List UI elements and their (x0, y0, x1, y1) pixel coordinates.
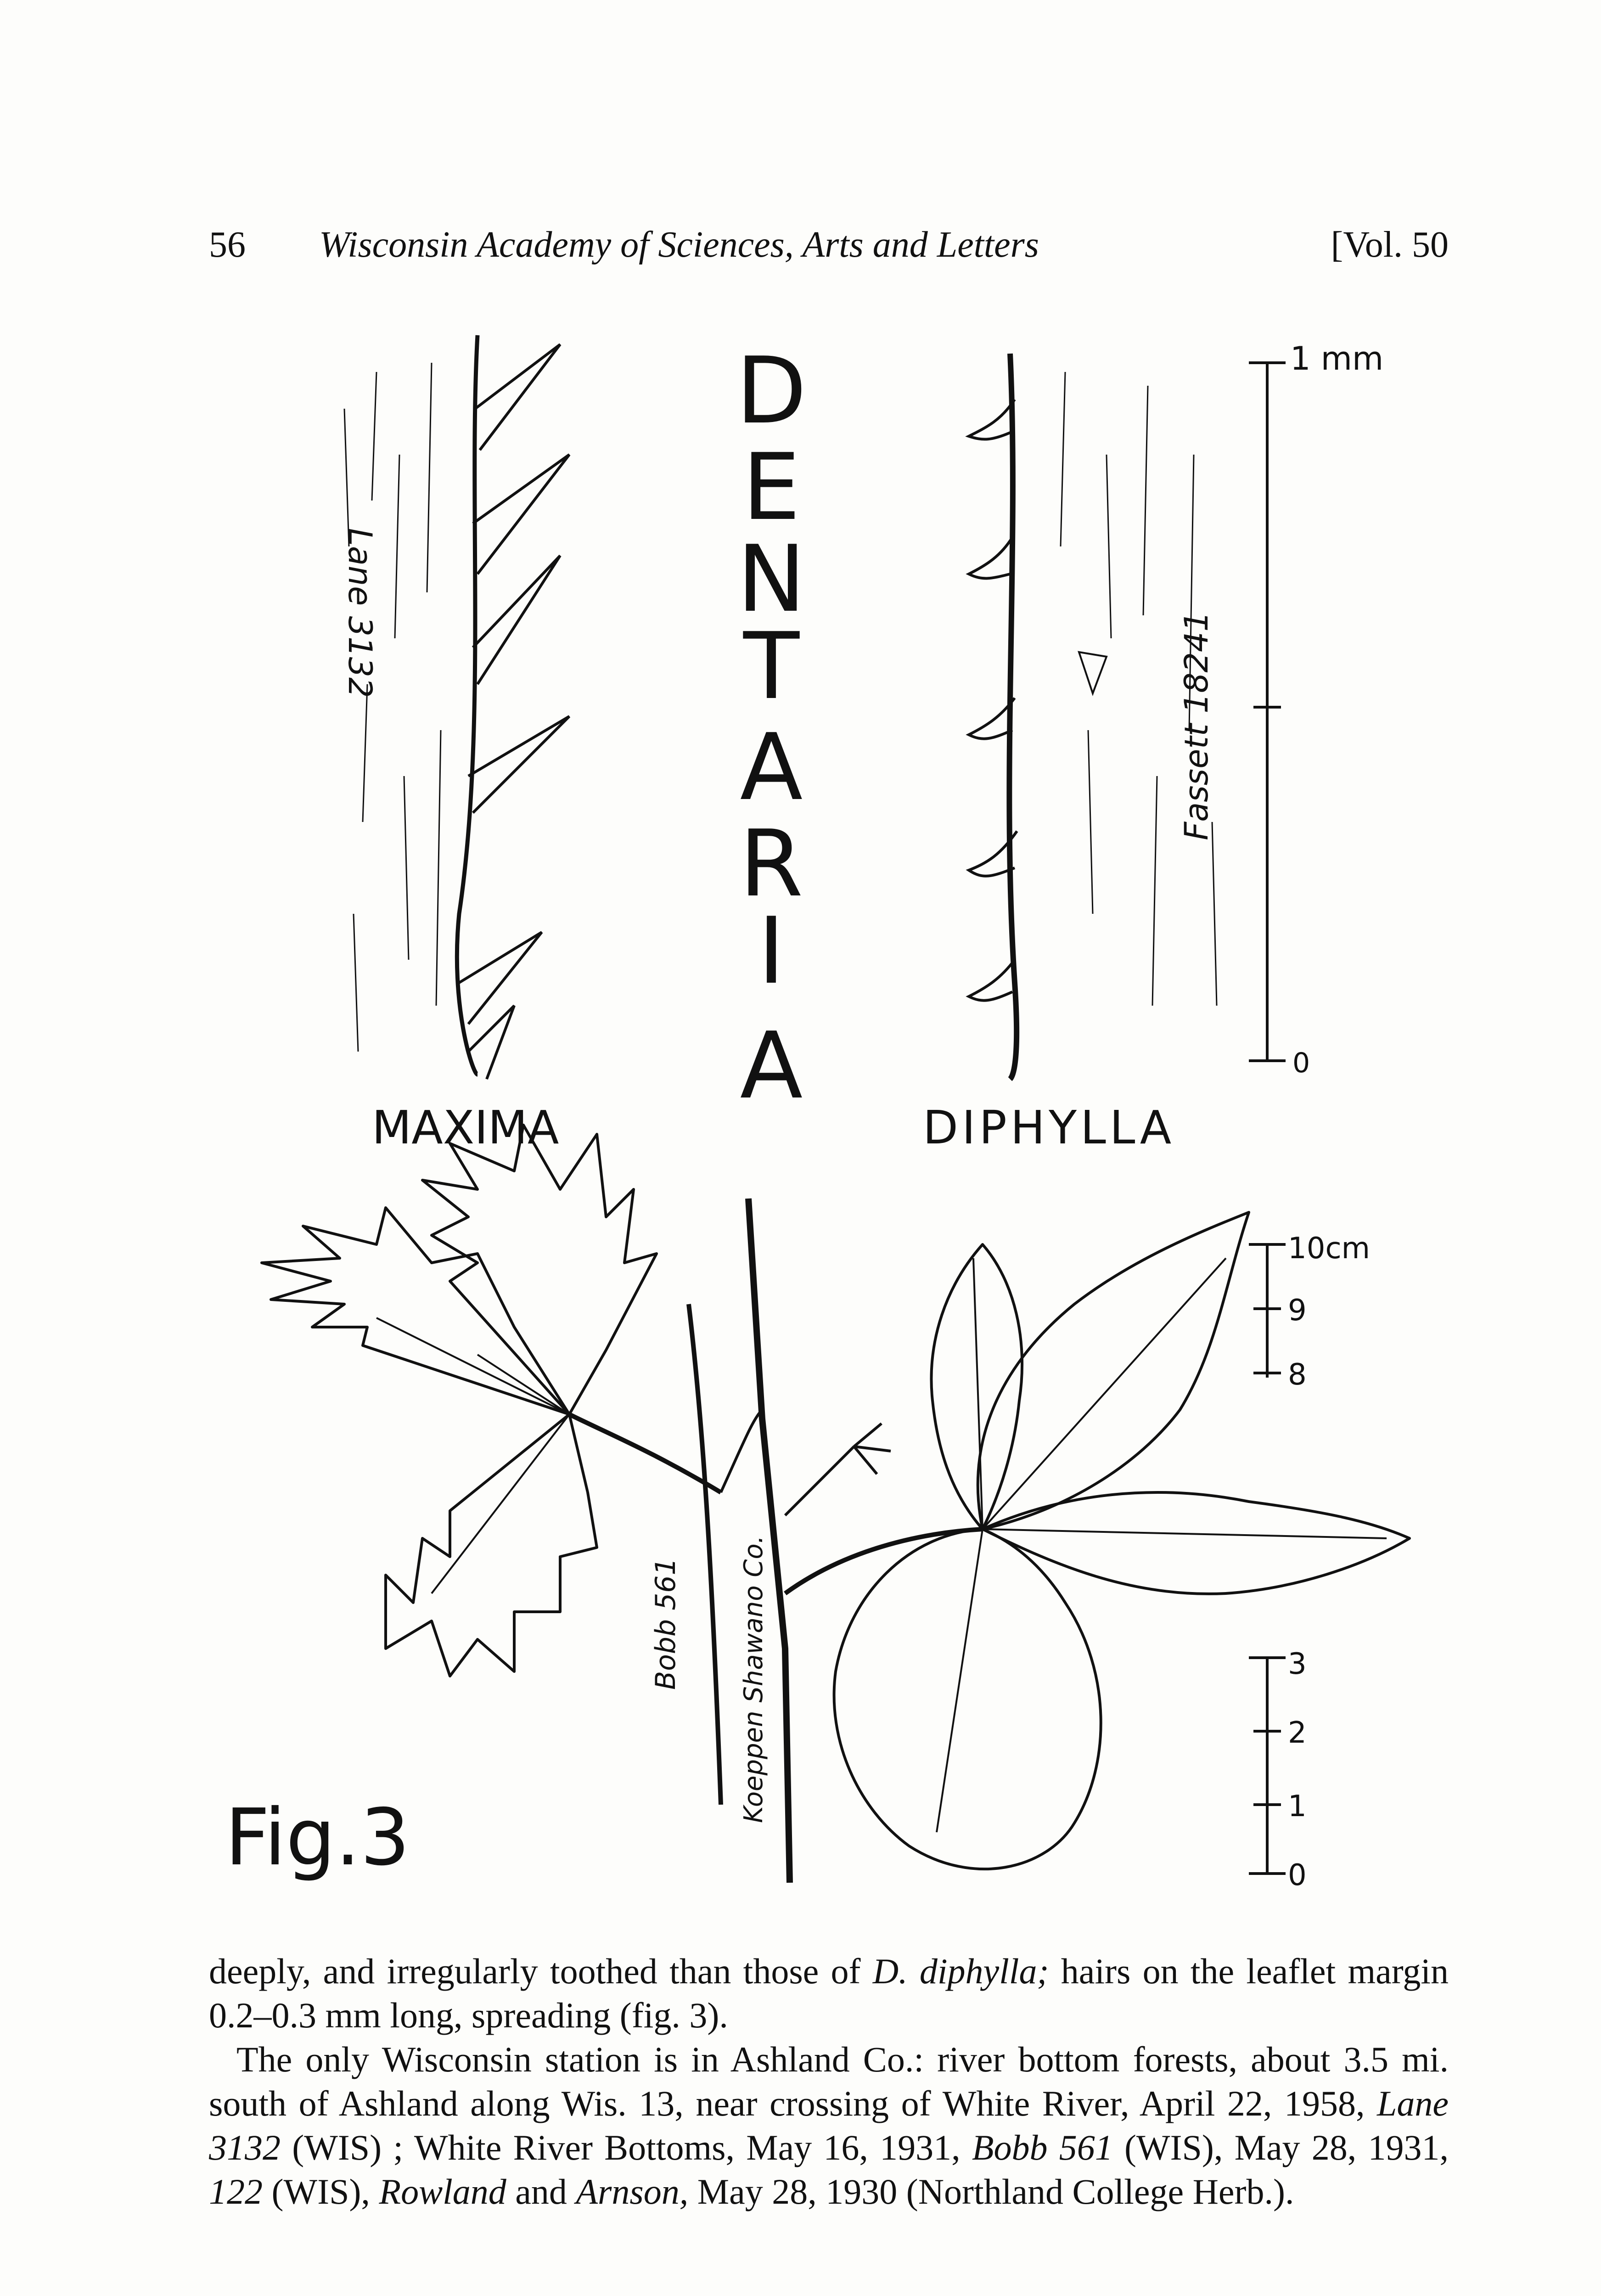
volume-label: [Vol. 50 (1331, 225, 1449, 265)
cm-scale-bar (1249, 1244, 1286, 1874)
paragraph-1 (209, 1949, 1449, 2037)
mm-scale-bar (1249, 363, 1286, 1061)
species-label-diphylla: DIPHYLLA (923, 1101, 1175, 1154)
genus-letter-a2: A (740, 1013, 803, 1120)
cm-scale-9: 9 (1288, 1294, 1307, 1328)
cm-scale-10: 10cm (1288, 1232, 1370, 1266)
specimen-right-top: Fassett 18241 (1178, 611, 1215, 840)
maxima-margin-drawing (344, 335, 569, 1079)
p2-text-g: (WIS), (263, 2172, 379, 2212)
genus-letter-e: E (742, 434, 801, 541)
running-header (209, 224, 1449, 275)
p2-text-e: (WIS), May 28, 1931, (1112, 2127, 1449, 2167)
p2-specimen-122: 122 (209, 2172, 263, 2212)
specimen-left-top: Lane 3132 (341, 528, 379, 698)
genus-letter-r: R (739, 810, 803, 917)
cm-scale-2: 2 (1288, 1716, 1307, 1750)
mm-scale-top: 1 mm (1290, 340, 1384, 377)
p2-specimen-bobb: Bobb 561 (972, 2127, 1113, 2167)
p2-text-k: May 28, 1930 (Northland College Herb.). (688, 2172, 1294, 2212)
species-label-maxima: MAXIMA (372, 1101, 559, 1154)
genus-letter-t: T (743, 613, 800, 720)
figure-label: Fig.3 (225, 1792, 410, 1883)
cm-scale-1: 1 (1288, 1790, 1307, 1823)
p2-text-c: (WIS) ; White River Bottoms, May 16, 1931, (281, 2127, 972, 2167)
figure-drawing (193, 317, 1478, 1910)
p2-collector-rowland: Rowland (379, 2172, 506, 2212)
plant-drawing (262, 1125, 1410, 1883)
cm-scale-8: 8 (1288, 1358, 1307, 1392)
figure-3 (193, 317, 1478, 1910)
p1-text-a: deeply, and irregularly toothed than those of (209, 1951, 873, 1991)
genus-letter-i: I (758, 898, 785, 1005)
p2-text-i: and (506, 2172, 576, 2212)
genus-letter-n: N (737, 526, 806, 633)
cm-scale-3: 3 (1288, 1647, 1307, 1681)
specimen-stem-left: Bobb 561 (650, 1558, 682, 1690)
journal-title: Wisconsin Academy of Sciences, Arts and Letters (319, 225, 1039, 265)
genus-label (736, 338, 807, 1120)
genus-letter-a1: A (740, 714, 803, 821)
p2-collector-arnson: Arnson, (576, 2172, 689, 2212)
specimen-stem-right: Koeppen Shawano Co. (739, 1535, 769, 1823)
p2-specimen-lane: Lane 3132 (209, 2083, 1449, 2167)
genus-letter-d: D (736, 338, 807, 445)
paragraph-2 (209, 2037, 1449, 2214)
p1-species-italic: D. diphylla; (872, 1951, 1049, 1991)
p2-text-a: The only Wisconsin station is in Ashland Co.: river bottom forests, about 3.5 mi. south of Ashland along Wis. 13, near crossing of White River, April 22, 1958, (209, 2039, 1449, 2123)
body-text (209, 1949, 1449, 2214)
mm-scale-bottom: 0 (1292, 1047, 1310, 1079)
p1-text-c: hairs on the leaflet margin 0.2–0.3 mm long, spreading (fig. 3). (209, 1951, 1449, 2035)
cm-scale-0: 0 (1288, 1858, 1307, 1892)
page-number: 56 (209, 225, 246, 265)
